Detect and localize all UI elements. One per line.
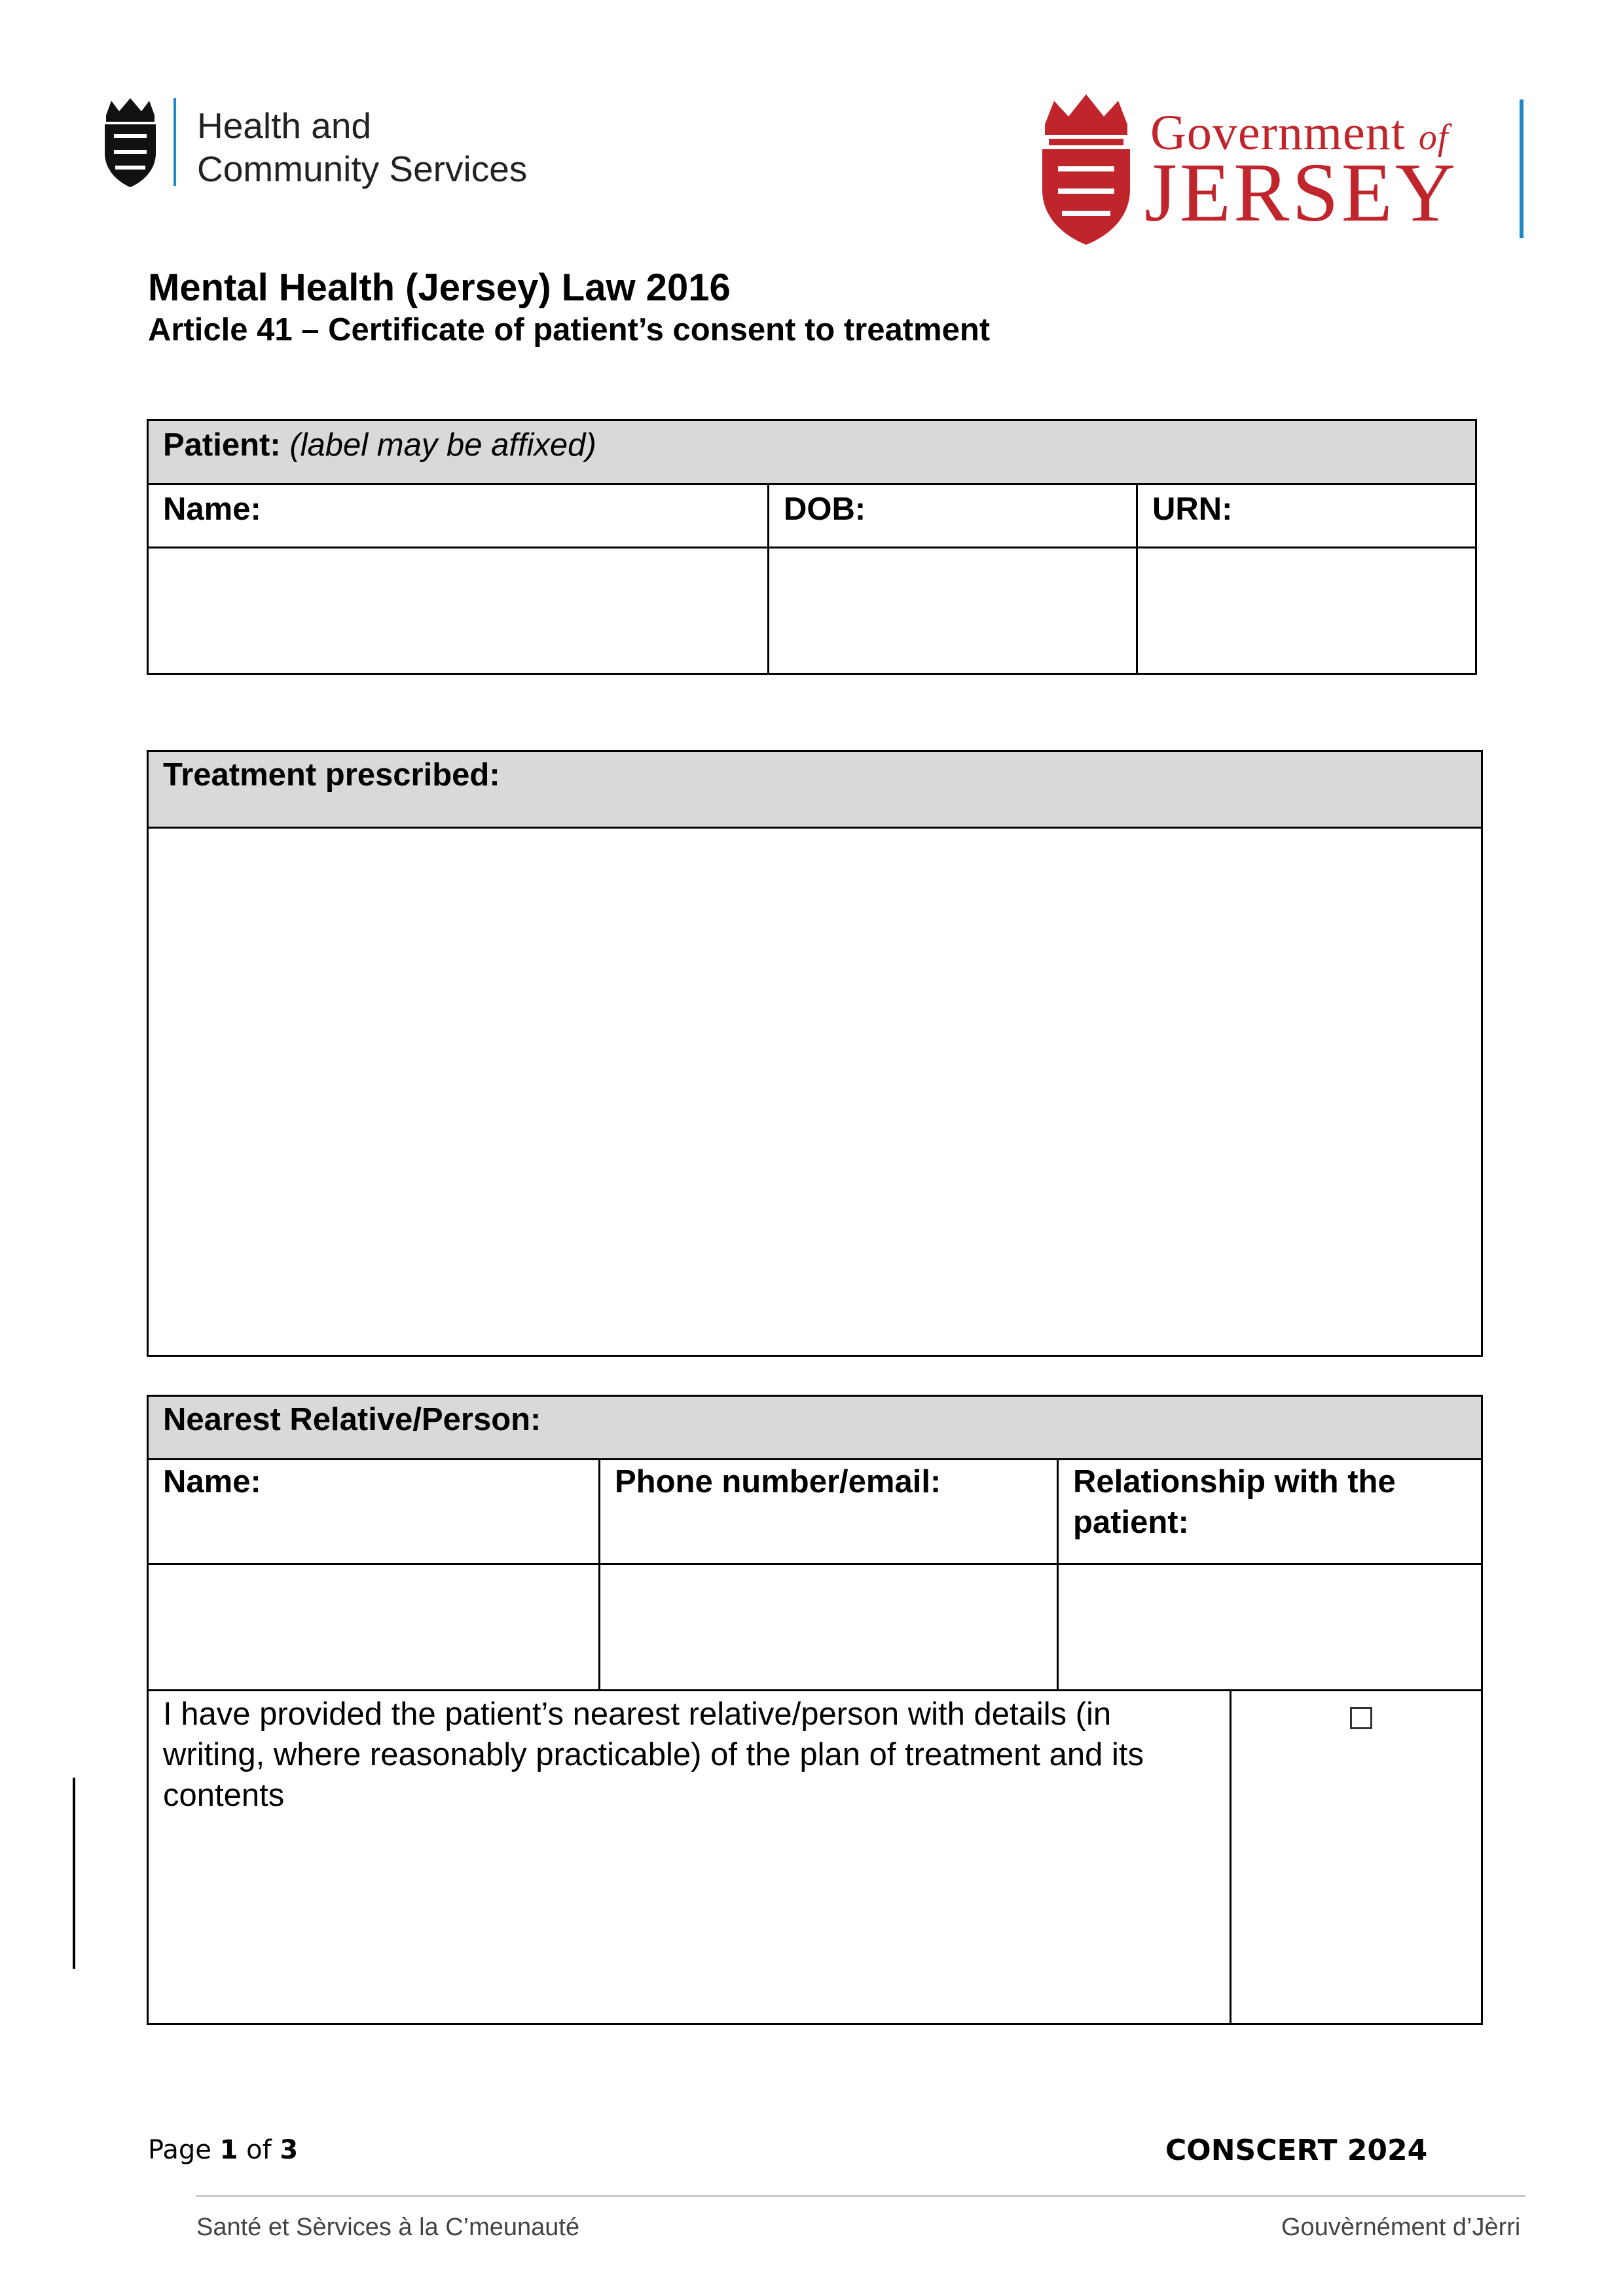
hcs-crest-icon (100, 97, 161, 190)
relative-contact-label: Phone number/email: (615, 1464, 941, 1499)
relative-relationship-header-cell (1057, 1458, 1483, 1565)
footer-divider (196, 2195, 1525, 2197)
patient-dob-field[interactable] (767, 547, 1138, 675)
patient-name-field[interactable] (147, 547, 769, 675)
jersey-wordmark: JERSEY (1144, 146, 1459, 239)
patient-header-cell (147, 419, 1477, 485)
relative-name-field[interactable] (147, 1563, 600, 1691)
relative-label: Nearest Relative/Person: (163, 1402, 541, 1437)
patient-name-label: Name: (163, 492, 261, 527)
government-wordmark: Government of (1150, 105, 1449, 160)
patient-name-header-cell (147, 483, 769, 548)
declaration-checkbox-cell (1230, 1689, 1483, 2025)
patient-urn-field[interactable] (1136, 547, 1477, 675)
form-code: CONSCERT 2024 (1165, 2134, 1428, 2167)
treatment-label: Treatment prescribed: (163, 757, 500, 793)
patient-header: Patient: (label may be affixed) (163, 427, 596, 463)
treatment-header-cell (147, 750, 1483, 829)
document-subtitle: Article 41 – Certificate of patient’s consent to treatment (148, 312, 991, 348)
declaration-cell (147, 1689, 1231, 2025)
declaration-checkbox[interactable] (1350, 1707, 1372, 1729)
footer-left-text: Santé et Sèrvices à la C’meunauté (196, 2214, 580, 2241)
right-margin-rule (1520, 99, 1523, 238)
margin-change-bar (73, 1778, 75, 1969)
header-divider (173, 98, 176, 186)
patient-dob-header-cell (767, 483, 1138, 548)
relative-contact-field[interactable] (598, 1563, 1059, 1691)
relative-relationship-label: Relationship with the patient: (1073, 1464, 1396, 1540)
relative-name-label: Name: (163, 1464, 261, 1499)
relative-header-cell (147, 1395, 1483, 1460)
relative-name-header-cell (147, 1458, 600, 1565)
hcs-name-line2: Community Services (197, 149, 528, 189)
declaration-text: I have provided the patient’s nearest relative/person with details (in writing, where reasonably practicable) of the plan of treatment and its contents (163, 1696, 1144, 1813)
patient-urn-header-cell (1136, 483, 1477, 548)
hcs-name-line1: Health and (197, 105, 372, 146)
document-title: Mental Health (Jersey) Law 2016 (148, 266, 731, 309)
page-number: Page 1 of 3 (148, 2135, 299, 2165)
footer-right-text: Gouvèrnément d’Jèrri (1281, 2214, 1521, 2241)
treatment-field[interactable] (147, 827, 1483, 1357)
jersey-crest-icon (1036, 92, 1137, 247)
patient-dob-label: DOB: (784, 492, 866, 527)
relative-relationship-field[interactable] (1057, 1563, 1483, 1691)
relative-contact-header-cell (598, 1458, 1059, 1565)
patient-urn-label: URN: (1152, 492, 1233, 527)
